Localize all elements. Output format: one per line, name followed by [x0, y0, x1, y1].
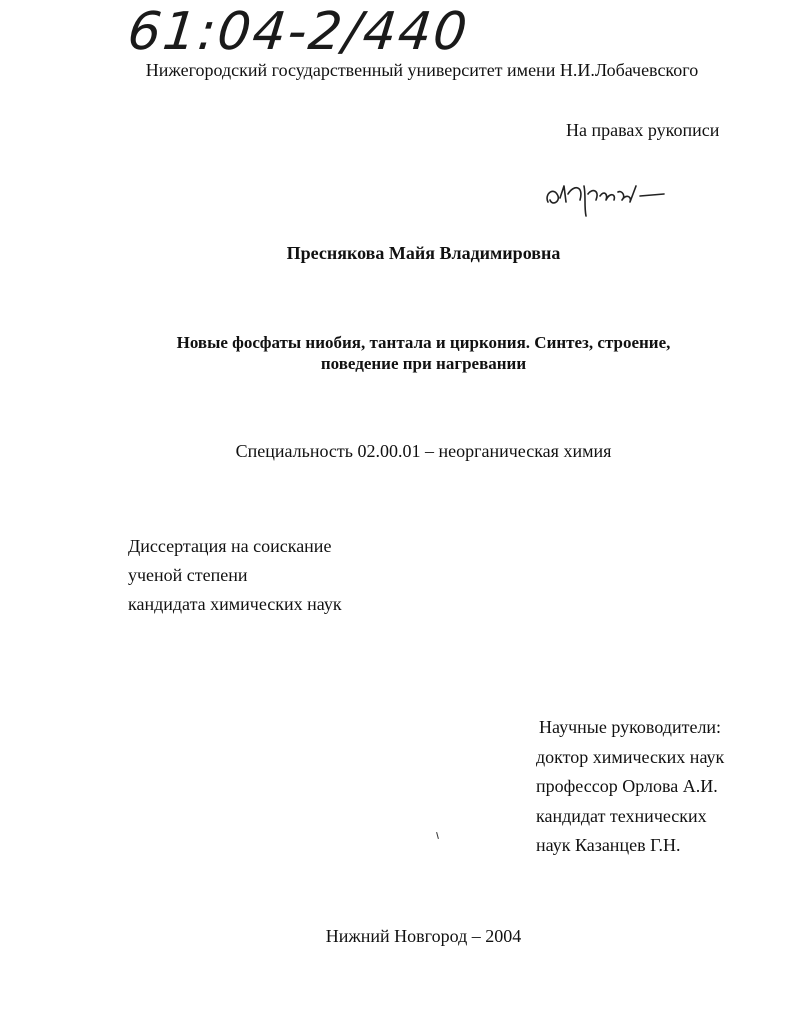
title-line-2: поведение при нагревании: [320, 354, 527, 373]
advisors-heading: Научные руководители:: [539, 717, 722, 737]
specialty: Специальность 02.00.01 – неорганическая химия: [235, 441, 612, 461]
degree-line-1: Диссертация на соискание: [128, 536, 332, 556]
advisor-line-3: профессор Орлова А.И.: [536, 776, 718, 796]
title-line-1: Новые фосфаты ниобия, тантала и циркония. Синтез, строение,: [176, 333, 671, 352]
degree-statement: [128, 532, 342, 619]
university-name: Нижегородский государственный университет имени Н.И.Лобачевского: [145, 60, 699, 80]
advisor-line-5: наук Казанцев Г.Н.: [536, 835, 681, 855]
advisor-line-2: доктор химических наук: [536, 746, 725, 767]
handwritten-archive-code: 61:04-2/440: [124, 2, 472, 62]
signature-icon: [540, 172, 680, 222]
manuscript-rights-label: На правах рукописи: [566, 120, 720, 140]
scientific-advisors: [536, 713, 724, 861]
city-and-year: Нижний Новгород – 2004: [325, 926, 522, 946]
degree-line-2: ученой степени: [128, 565, 248, 585]
advisor-line-4: кандидат технических: [536, 805, 707, 826]
degree-line-3: кандидата химических наук: [128, 594, 342, 614]
dissertation-title: [0, 332, 799, 374]
scan-speck: [436, 832, 439, 839]
author-name: Преснякова Майя Владимировна: [286, 243, 561, 263]
